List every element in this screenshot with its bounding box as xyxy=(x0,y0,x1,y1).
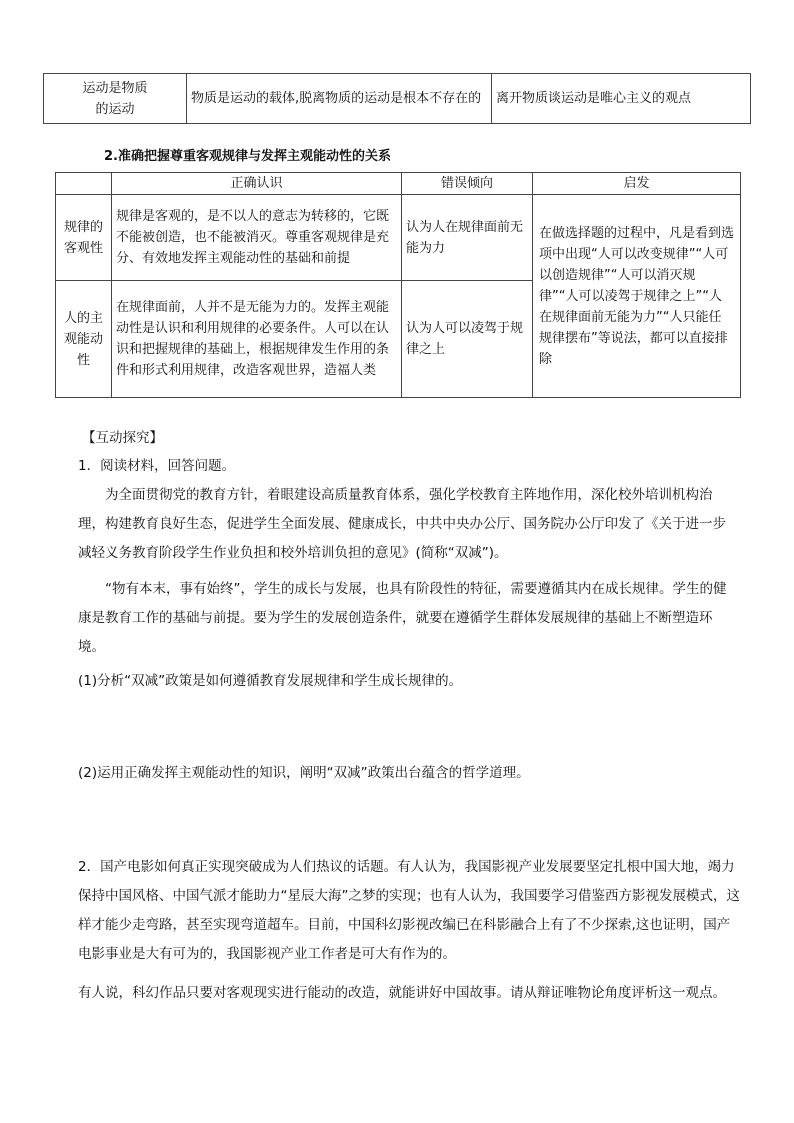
question-1-material-1: 为全面贯彻党的教育方针，着眼建设高质量教育体系，强化学校教育主阵地作用，深化校外培训机构治理，构建教育良好生态，促进学生全面发展、健康成长，中共中央办公厅、国务院办公厅印发了《关于进一步减轻义务教育阶段学生作业负担和校外培训负担的意见》(简称“双减”)。 xyxy=(78,487,726,561)
table-header-cell: 启发 xyxy=(533,173,741,195)
table-cell-label: 人的主观能动性 xyxy=(56,281,112,398)
motion-matter-table xyxy=(43,73,751,124)
table-cell-label: 规律的客观性 xyxy=(56,195,112,281)
table-header-cell: 错误倾向 xyxy=(402,173,533,195)
question-1-sub-1: (1)分析“双减”政策是如何遵循教育发展规律和学生成长规律的。 xyxy=(78,673,463,689)
table-header-cell: 正确认识 xyxy=(112,173,402,195)
interactive-heading: 【互动探究】 xyxy=(82,430,163,446)
question-1-material-2: “物有本末，事有始终”，学生的成长与发展，也具有阶段性的特征，需要遵循其内在成长规律。学生的健康是教育工作的基础与前提。要为学生的发展创造条件，就要在遵循学生群体发展规律的基础上不断塑造环境。 xyxy=(78,581,727,655)
table-cell-content: 在规律面前，人并不是无能为力的。发挥主观能动性是认识和利用规律的必要条件。人可以在认识和把握规律的基础上，根据规律发生作用的条件和形式利用规律，改造客观世界，造福人类 xyxy=(112,281,402,398)
table-cell-insight: 在做选择题的过程中，凡是看到选项中出现“人可以改变规律”“人可以创造规律”“人可以消灭规律”“人可以凌驾于规律之上”“人在规律面前无能为力”“人只能任规律摆布”等说法，都可以直接排除 xyxy=(533,195,741,398)
question-1-intro: 1．阅读材料，回答问题。 xyxy=(78,458,236,474)
question-1-sub-2: (2)运用正确发挥主观能动性的知识，阐明“双减”政策出台蕴含的哲学道理。 xyxy=(78,765,530,781)
section-title: 2.准确把握尊重客观规律与发挥主观能动性的关系 xyxy=(104,149,391,164)
table-cell-label: 运动是物质的运动 xyxy=(44,74,187,124)
question-2-prompt: 有人说，科幻作品只要对客观现实进行能动的改造，就能讲好中国故事。请从辩证唯物论角度评析这一观点。 xyxy=(78,985,726,1001)
table-cell-content: 认为人在规律面前无能为力 xyxy=(402,195,533,281)
table-cell-content: 离开物质谈运动是唯心主义的观点 xyxy=(492,74,751,124)
law-initiative-table xyxy=(55,172,741,398)
table-row xyxy=(56,195,741,281)
table-cell-content: 规律是客观的，是不以人的意志为转移的，它既不能被创造，也不能被消灭。尊重客观规律是充分、有效地发挥主观能动性的基础和前提 xyxy=(112,195,402,281)
table-row xyxy=(44,74,751,124)
question-2-material: 2．国产电影如何真正实现突破成为人们热议的话题。有人认为，我国影视产业发展要坚定扎根中国大地，竭力保持中国风格、中国气派才能助力“星辰大海”之梦的实现；也有人认为，我国要学习借鉴西方影视发展模式，这样才能少走弯路，甚至实现弯道超车。目前，中国科幻影视改编已在科影融合上有了不少探索,这也证明，国产电影事业是大有可为的，我国影视产业工作者是可大有作为的。 xyxy=(78,859,740,962)
table-header-cell xyxy=(56,173,112,195)
table-cell-content: 认为人可以凌驾于规律之上 xyxy=(402,281,533,398)
table-header-row xyxy=(56,173,741,195)
table-cell-content: 物质是运动的载体,脱离物质的运动是根本不存在的 xyxy=(187,74,492,124)
